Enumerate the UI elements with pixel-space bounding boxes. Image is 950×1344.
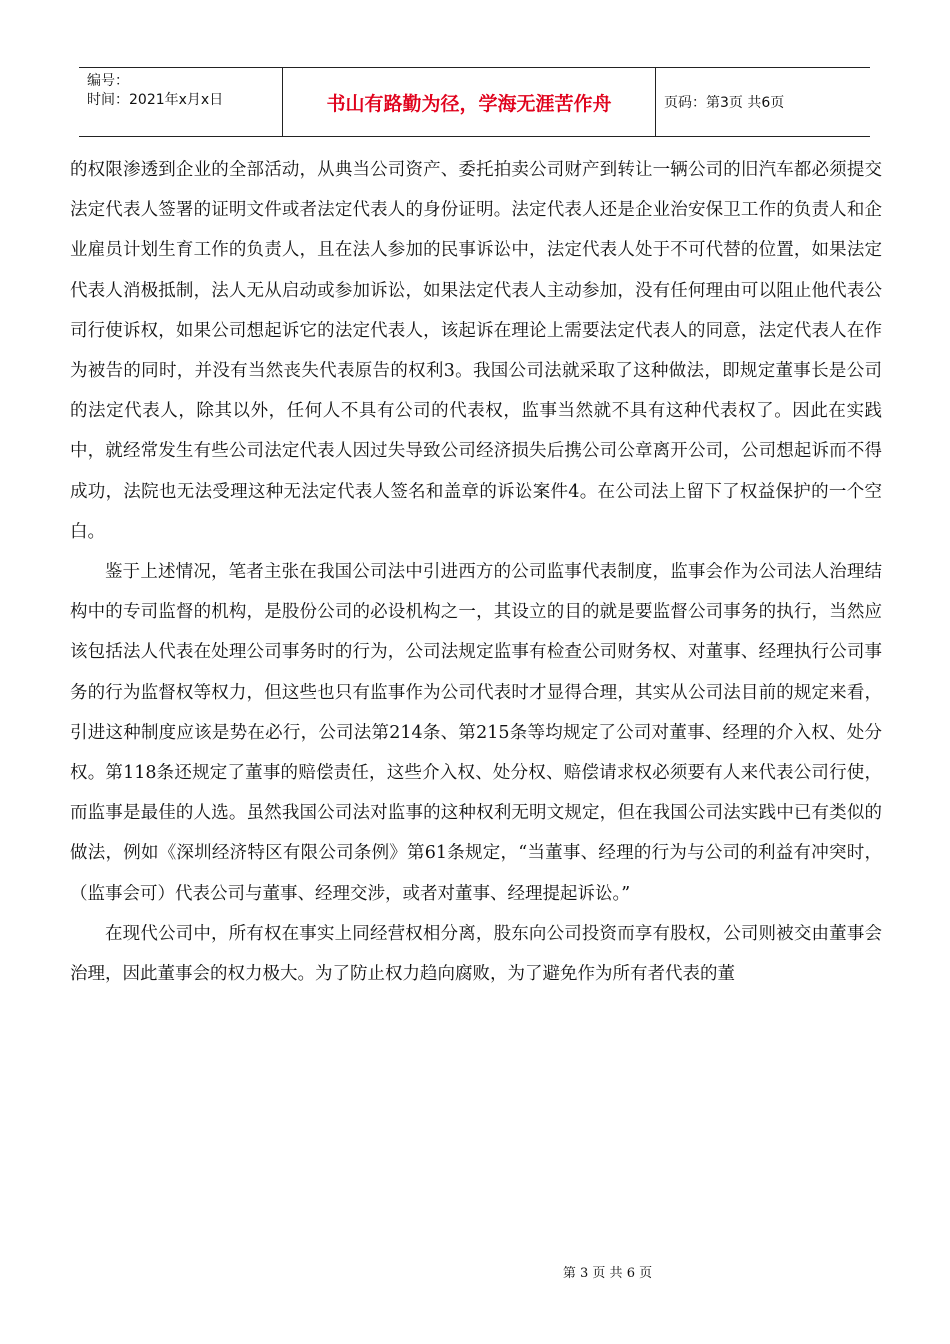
document-date: 时间：2021年x月x日 <box>87 92 224 108</box>
document-number-label: 编号： <box>87 73 129 89</box>
paragraph: 在现代公司中，所有权在事实上同经营权相分离，股东向公司投资而享有股权，公司则被交由董事会治理，因此董事会的权力极大。为了防止权力趋向腐败，为了避免作为所有者代表的董 <box>70 923 882 985</box>
page-footer: 第 3 页 共 6 页 <box>562 1266 653 1281</box>
paragraph-continued: 的权限渗透到企业的全部活动，从典当公司资产、委托拍卖公司财产到转让一辆公司的旧汽车都必须提交法定代表人签署的证明文件或者法定代表人的身份证明。法定代表人还是企业治安保卫工作的负责人和企业雇员计划生育工作的负责人，且在法人参加的民事诉讼中，法定代表人处于不可代替的位置，如果法定代表人消极抵制，法人无从启动或参加诉讼，如果法定代表人主动参加，没有任何理由可以阻止他代表公司行使诉权，如果公司想起诉它的法定代表人，该起诉在理论上需要法定代表人的同意，法定代表人在作为被告的同时，并没有当然丧失代表原告的权利3。我国公司法就采取了这种做法，即规定董事长是公司的法定代表人，除其以外，任何人不具有公司的代表权，监事当然就不具有这种代表权了。因此在实践中，就经常发生有些公司法定代表人因过失导致公司经济损失后携公司公章离开公司，公司想起诉而不得成功，法院也无法受理这种无法定代表人签名和盖章的诉讼案件4。在公司法上留下了权益保护的一个空白。 <box>70 160 882 542</box>
header-slogan: 书山有路勤为径，学海无涯苦作舟 <box>283 68 656 136</box>
page-header <box>79 67 870 137</box>
header-meta <box>79 68 283 136</box>
document-body <box>70 150 882 994</box>
paragraph: 鉴于上述情况，笔者主张在我国公司法中引进西方的公司监事代表制度，监事会作为公司法人治理结构中的专司监督的机构，是股份公司的必设机构之一，其设立的目的就是要监督公司事务的执行，当然应该包括法人代表在处理公司事务时的行为，公司法规定监事有检查公司财务权、对董事、经理执行公司事务的行为监督权等权力，但这些也只有监事作为公司代表时才显得合理，其实从公司法目前的规定来看，引进这种制度应该是势在必行，公司法第214条、第215条等均规定了公司对董事、经理的介入权、处分权。第118条还规定了董事的赔偿责任，这些介入权、处分权、赔偿请求权必须要有人来代表公司行使，而监事是最佳的人选。虽然我国公司法对监事的这种权利无明文规定，但在我国公司法实践中已有类似的做法，例如《深圳经济特区有限公司条例》第61条规定，“当董事、经理的行为与公司的利益有冲突时，（监事会可）代表公司与董事、经理交涉，或者对董事、经理提起诉讼。” <box>70 562 882 904</box>
header-page-info: 页码：第3页 共6页 <box>664 95 785 111</box>
